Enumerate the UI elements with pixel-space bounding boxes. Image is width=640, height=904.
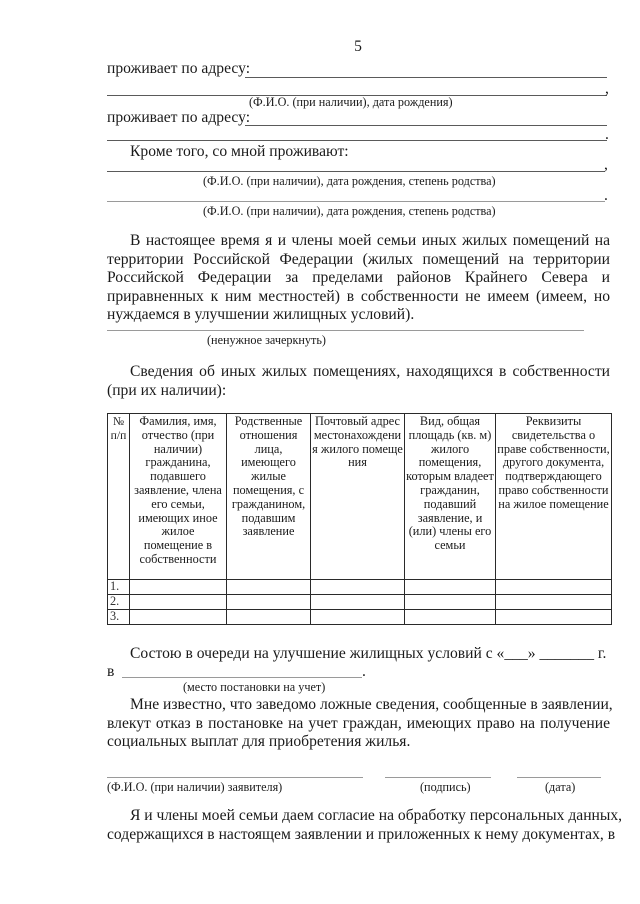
ownership-line: Российской Федерации за пределами районов Крайнего Севера и xyxy=(107,269,610,286)
warning-statement xyxy=(107,696,613,752)
queue-month-blank[interactable]: _______ xyxy=(539,645,595,662)
queue-statement xyxy=(130,645,606,663)
cell-address[interactable] xyxy=(311,595,405,610)
page-number: 5 xyxy=(354,38,362,55)
table-header-row xyxy=(108,414,612,580)
place-caption: (место постановки на учет) xyxy=(183,680,326,694)
consent-line: Я и члены моей семьи даем согласие на обработку персональных данных, xyxy=(130,807,623,824)
queue-text: Состою в очереди на улучшение жилищных условий с « xyxy=(130,645,505,662)
applicant-fio-caption: (Ф.И.О. (при наличии) заявителя) xyxy=(107,780,283,794)
cohabitant-caption-1: (Ф.И.О. (при наличии), дата рождения, степень родства) xyxy=(203,174,496,188)
address-input-line-2[interactable] xyxy=(245,125,607,126)
warning-line: социальных выплат для приобретения жилья. xyxy=(107,733,411,750)
queue-text-mid: » xyxy=(527,645,536,662)
other-property-line: Сведения об иных жилых помещениях, находящихся в собственности xyxy=(130,363,610,380)
applicant-fio-line[interactable] xyxy=(107,777,363,778)
row-number: 1. xyxy=(108,580,130,595)
period: . xyxy=(604,187,608,204)
header-area: Вид, общая площадь (кв. м) жилого помещения, которым владеет гражданин, подавший заявление, и (или) члены его семьи xyxy=(405,414,496,580)
queue-year-suffix: г. xyxy=(597,645,607,662)
date-line[interactable] xyxy=(517,777,601,778)
ownership-line: территории Российской Федерации (жилых помещений на территории xyxy=(107,250,610,268)
date-caption: (дата) xyxy=(545,780,576,794)
ownership-line: В настоящее время я и члены моей семьи иных жилых помещений на xyxy=(130,232,610,249)
fio-caption: (Ф.И.О. (при наличии), дата рождения) xyxy=(249,95,453,109)
header-address: Почтовый адрес местонахождения жилого помещения xyxy=(311,414,405,580)
cohabitant-line-2[interactable] xyxy=(107,201,605,202)
ownership-statement xyxy=(107,232,610,325)
period: . xyxy=(362,663,366,680)
cell-area[interactable] xyxy=(405,610,496,625)
header-document: Реквизиты свидетельства о праве собственности, другого документа, подтверждающего право собственности на жилое помещение xyxy=(496,414,612,580)
address-input-line-1[interactable] xyxy=(245,77,607,78)
strike-line[interactable] xyxy=(107,330,584,331)
consent-line: содержащихся в настоящем заявлении и приложенных к нему документах, в xyxy=(107,825,616,843)
row-number: 2. xyxy=(108,595,130,610)
other-property-intro xyxy=(107,363,610,400)
warning-line: влекут отказ в постановке на учет граждан, имеющих право на получение xyxy=(107,714,610,732)
table-row xyxy=(108,595,612,610)
cell-fio[interactable] xyxy=(130,580,227,595)
queue-day-blank[interactable]: ___ xyxy=(504,645,528,662)
cell-relation[interactable] xyxy=(227,610,311,625)
address-continuation-line[interactable] xyxy=(107,140,607,141)
header-number: № п/п xyxy=(108,414,130,580)
strike-caption: (ненужное зачеркнуть) xyxy=(207,333,326,347)
cell-area[interactable] xyxy=(405,595,496,610)
cohabitant-line-1[interactable] xyxy=(107,171,605,172)
other-property-line: (при их наличии): xyxy=(107,381,227,399)
cohabitants-intro: Кроме того, со мной проживают: xyxy=(130,143,349,160)
signature-line[interactable] xyxy=(385,777,491,778)
cell-relation[interactable] xyxy=(227,595,311,610)
cohabitant-caption-2: (Ф.И.О. (при наличии), дата рождения, степень родства) xyxy=(203,204,496,218)
header-fio: Фамилия, имя, отчество (при наличии) гражданина, подавшего заявление, члена его семьи, имеющих иное жилое помещение в собственности xyxy=(130,414,227,580)
header-relation: Родственные отношения лица, имеющего жилые помещения, с гражданином, подавшим заявление xyxy=(227,414,311,580)
row-number: 3. xyxy=(108,610,130,625)
cell-document[interactable] xyxy=(496,595,612,610)
property-table xyxy=(107,413,612,625)
table-row xyxy=(108,610,612,625)
cell-fio[interactable] xyxy=(130,595,227,610)
comma: , xyxy=(605,80,609,97)
cell-area[interactable] xyxy=(405,580,496,595)
ownership-line: приравненных к ним местностей) в собственности не имеем (имеем, но xyxy=(107,287,610,305)
cell-address[interactable] xyxy=(311,580,405,595)
cell-relation[interactable] xyxy=(227,580,311,595)
lives-at-label-2: проживает по адресу: xyxy=(107,109,251,126)
period: . xyxy=(605,126,609,143)
queue-place-line[interactable] xyxy=(122,677,362,678)
cell-document[interactable] xyxy=(496,610,612,625)
queue-in-label: в xyxy=(107,663,115,680)
consent-statement xyxy=(107,807,623,844)
lives-at-label-1: проживает по адресу: xyxy=(107,60,251,77)
signature-caption: (подпись) xyxy=(420,780,471,794)
comma: , xyxy=(604,156,608,173)
cell-document[interactable] xyxy=(496,580,612,595)
cell-address[interactable] xyxy=(311,610,405,625)
table-row xyxy=(108,580,612,595)
warning-line: Мне известно, что заведомо ложные сведения, сообщенные в заявлении, xyxy=(130,696,613,713)
cell-fio[interactable] xyxy=(130,610,227,625)
ownership-line: нуждаемся в улучшении жилищных условий). xyxy=(107,306,415,323)
